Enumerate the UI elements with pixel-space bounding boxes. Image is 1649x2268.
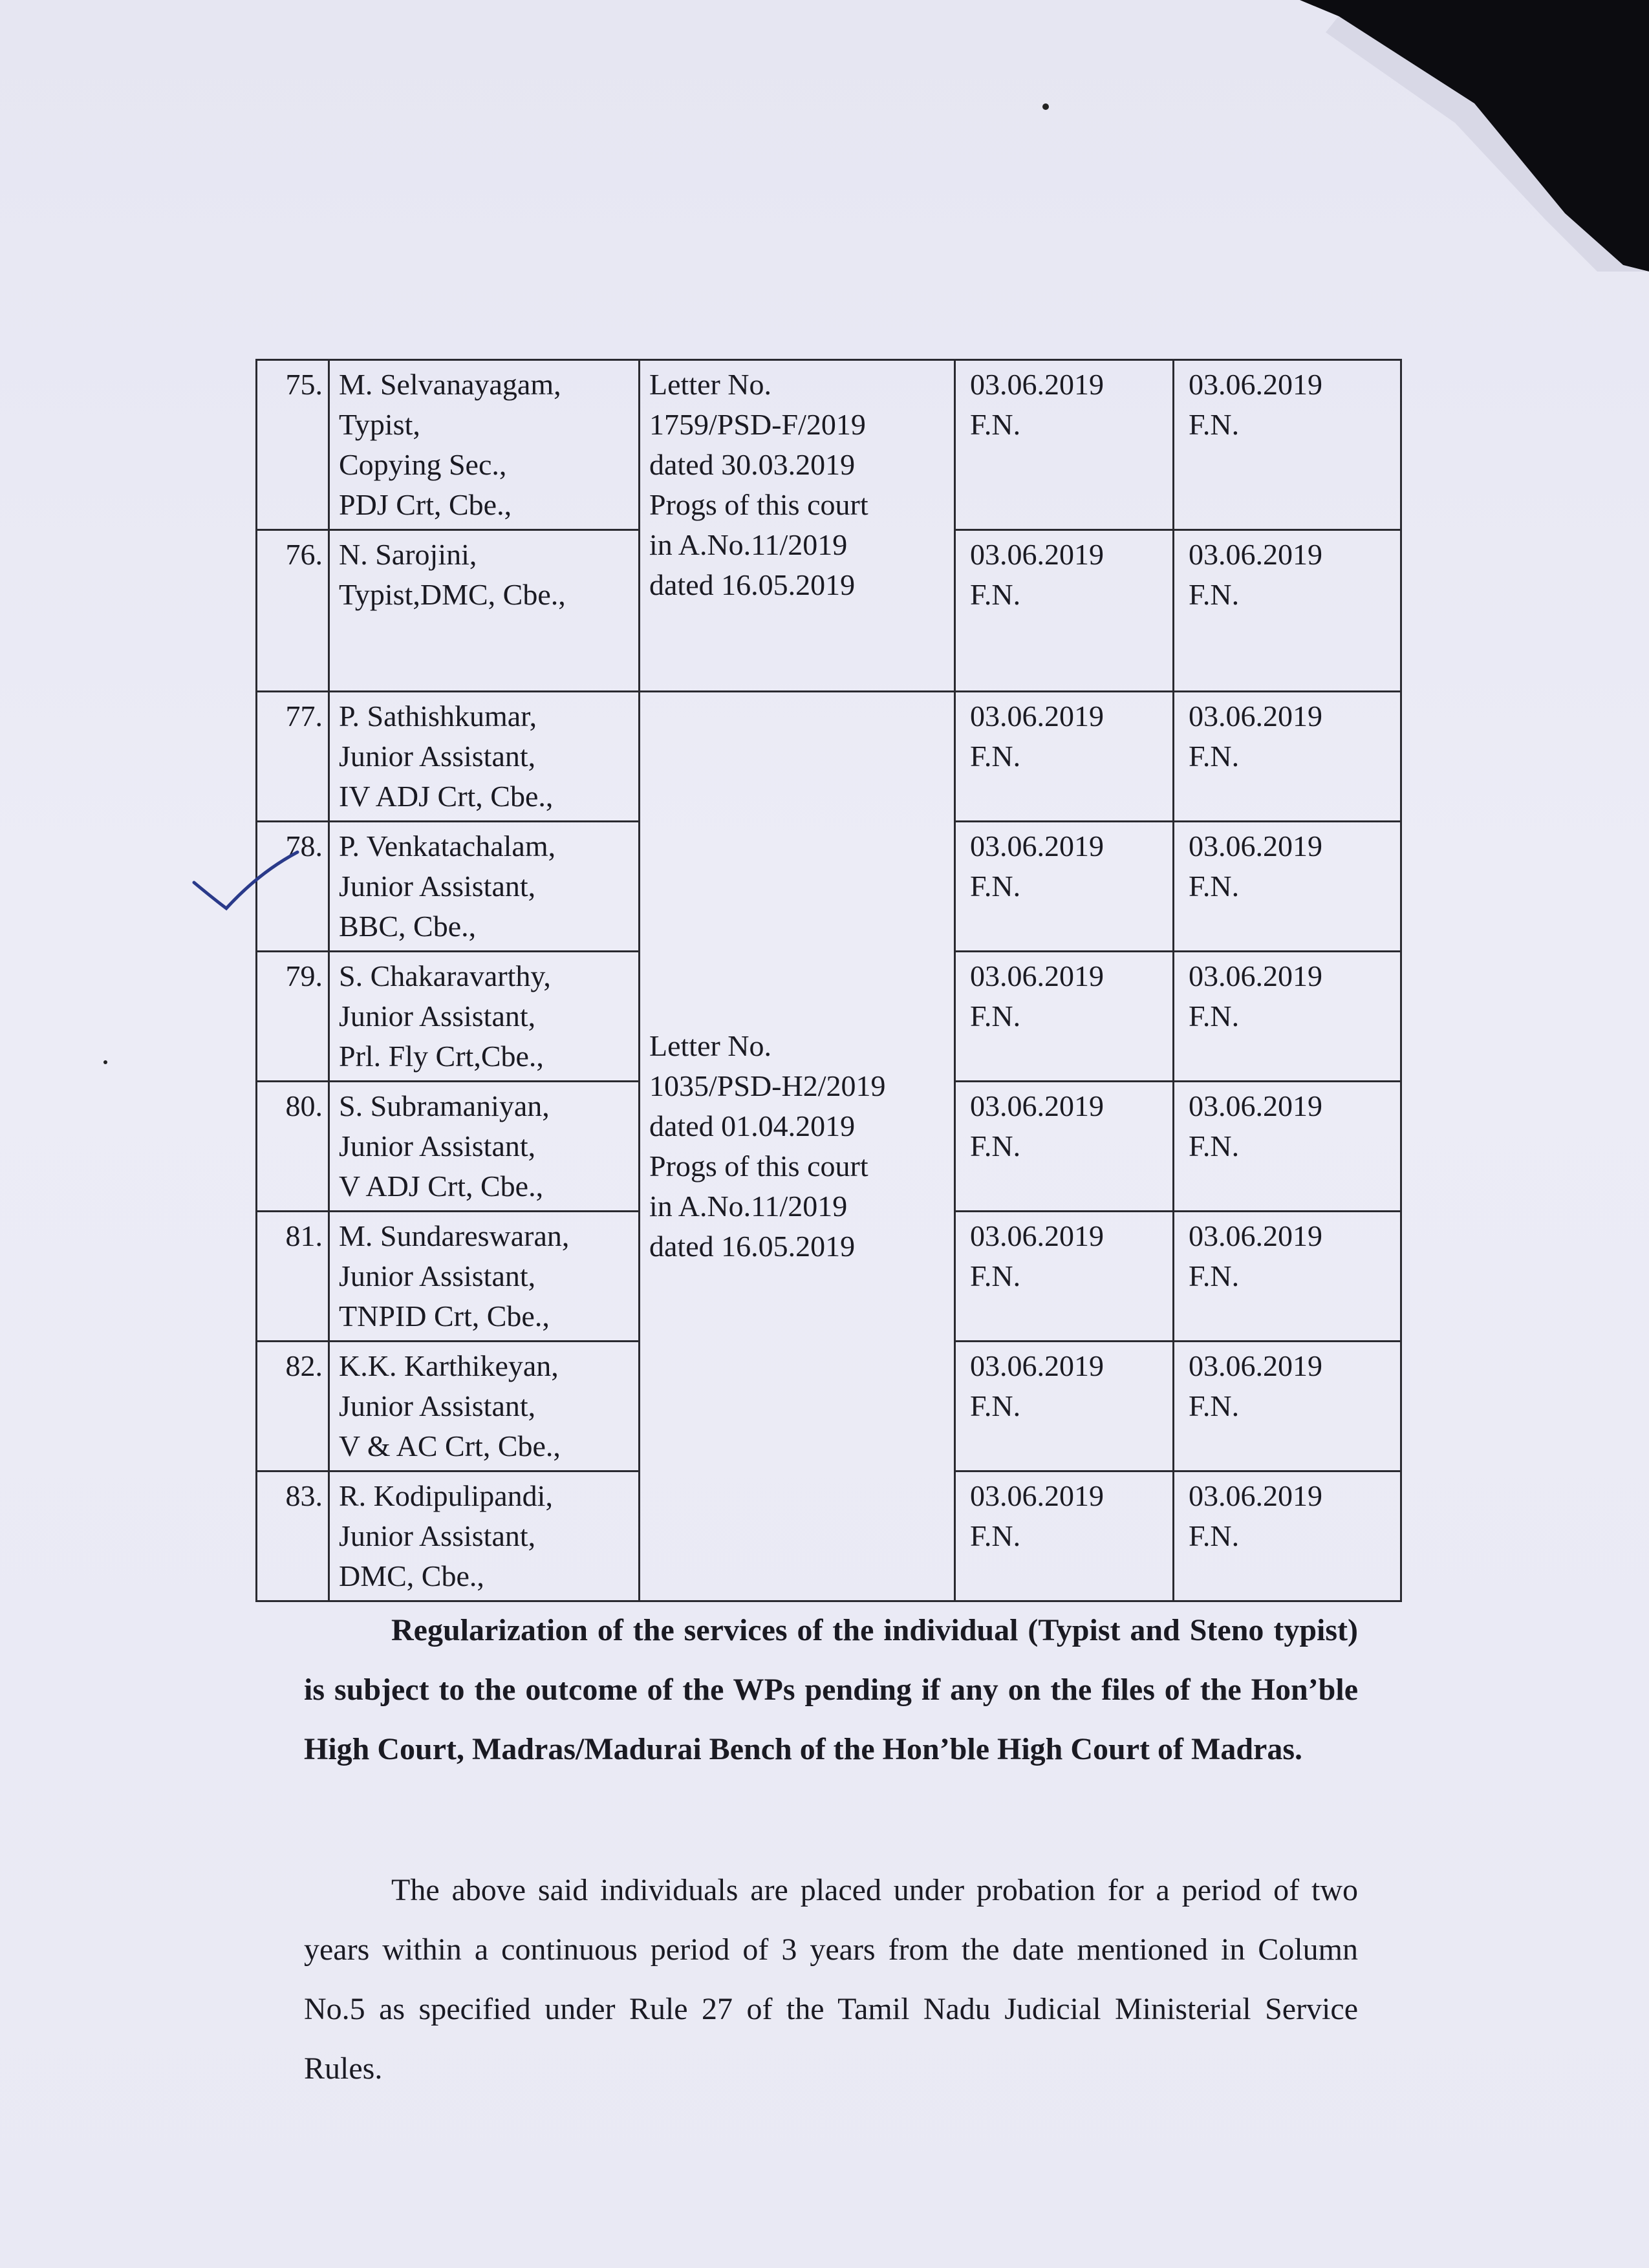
letter-line: dated 16.05.2019 [649, 568, 856, 601]
name-line: Junior Assistant, [339, 1129, 536, 1162]
date-cell [1174, 360, 1401, 530]
employee-cell [329, 1471, 640, 1601]
name-line: N. Sarojini, [339, 538, 477, 571]
name-line: V ADJ Crt, Cbe., [339, 1170, 544, 1203]
date-cell [1174, 530, 1401, 692]
name-line: Junior Assistant, [339, 1519, 536, 1552]
date-cell [1174, 1471, 1401, 1601]
date-cell [955, 1082, 1174, 1212]
date-value: 03.06.2019 [1189, 1089, 1322, 1122]
date-cell [1174, 692, 1401, 822]
name-line: Junior Assistant, [339, 740, 536, 773]
name-line: S. Chakaravarthy, [339, 959, 551, 992]
folded-corner [1261, 0, 1649, 272]
name-line: Copying Sec., [339, 448, 507, 481]
appointment-table [255, 359, 1402, 1602]
date-cell [955, 1212, 1174, 1342]
letter-line: dated 16.05.2019 [649, 1230, 856, 1263]
date-cell [955, 360, 1174, 530]
date-value: 03.06.2019 [970, 1219, 1104, 1252]
letter-line: Letter No. [649, 1029, 772, 1062]
date-value: 03.06.2019 [1189, 829, 1322, 862]
name-line: Junior Assistant, [339, 870, 536, 903]
handwritten-tick-mark [188, 847, 304, 925]
serial-number: 78. [257, 822, 329, 952]
name-line: Typist,DMC, Cbe., [339, 578, 566, 611]
date-value: 03.06.2019 [970, 829, 1104, 862]
date-value: 03.06.2019 [1189, 959, 1322, 992]
name-line: TNPID Crt, Cbe., [339, 1300, 550, 1332]
session-value: F.N. [970, 578, 1021, 611]
date-cell [1174, 1342, 1401, 1471]
serial-number: 80. [257, 1082, 329, 1212]
name-line: IV ADJ Crt, Cbe., [339, 780, 554, 813]
date-value: 03.06.2019 [970, 1479, 1104, 1512]
letter-line: 1035/PSD-H2/2019 [649, 1069, 886, 1102]
name-line: PDJ Crt, Cbe., [339, 488, 512, 521]
letter-line: dated 30.03.2019 [649, 448, 856, 481]
date-cell [1174, 952, 1401, 1082]
date-value: 03.06.2019 [1189, 538, 1322, 571]
date-value: 03.06.2019 [1189, 700, 1322, 733]
letter-line: 1759/PSD-F/2019 [649, 408, 866, 441]
date-cell [955, 952, 1174, 1082]
date-value: 03.06.2019 [970, 1089, 1104, 1122]
date-value: 03.06.2019 [1189, 368, 1322, 401]
employee-cell [329, 1342, 640, 1471]
name-line: V & AC Crt, Cbe., [339, 1429, 561, 1462]
session-value: F.N. [970, 1389, 1021, 1422]
scan-speck [103, 1060, 107, 1064]
employee-cell [329, 1082, 640, 1212]
date-cell [955, 1342, 1174, 1471]
employee-cell [329, 822, 640, 952]
letter-line: Progs of this court [649, 488, 868, 521]
probation-paragraph: The above said individuals are placed under probation for a period of two years within a continuous period of 3 years from the date mentioned in Column No.5 as specified under Rule 27 of the Tamil Nadu Judicial Ministerial Service Rules. [304, 1873, 1358, 2086]
date-cell [955, 822, 1174, 952]
date-value: 03.06.2019 [970, 1349, 1104, 1382]
serial-number: 79. [257, 952, 329, 1082]
date-value: 03.06.2019 [970, 700, 1104, 733]
session-value: F.N. [970, 870, 1021, 903]
session-value: F.N. [1189, 578, 1240, 611]
session-value: F.N. [970, 1259, 1021, 1292]
session-value: F.N. [1189, 1129, 1240, 1162]
session-value: F.N. [1189, 740, 1240, 773]
name-line: K.K. Karthikeyan, [339, 1349, 559, 1382]
name-line: P. Venkatachalam, [339, 829, 556, 862]
name-line: S. Subramaniyan, [339, 1089, 550, 1122]
date-value: 03.06.2019 [1189, 1349, 1322, 1382]
date-cell [955, 692, 1174, 822]
date-cell [1174, 1082, 1401, 1212]
scan-speck [1042, 103, 1049, 110]
date-value: 03.06.2019 [970, 959, 1104, 992]
session-value: F.N. [1189, 1389, 1240, 1422]
employee-cell [329, 530, 640, 692]
session-value: F.N. [970, 1129, 1021, 1162]
employee-cell [329, 1212, 640, 1342]
name-line: Junior Assistant, [339, 1389, 536, 1422]
session-value: F.N. [1189, 1259, 1240, 1292]
session-value: F.N. [1189, 408, 1240, 441]
serial-number: 75. [257, 360, 329, 530]
session-value: F.N. [970, 1000, 1021, 1032]
session-value: F.N. [970, 740, 1021, 773]
date-cell [955, 530, 1174, 692]
serial-number: 81. [257, 1212, 329, 1342]
name-line: Prl. Fly Crt,Cbe., [339, 1040, 544, 1073]
date-cell [1174, 822, 1401, 952]
name-line: Junior Assistant, [339, 1259, 536, 1292]
name-line: Typist, [339, 408, 420, 441]
date-value: 03.06.2019 [1189, 1479, 1322, 1512]
name-line: M. Sundareswaran, [339, 1219, 570, 1252]
session-value: F.N. [970, 1519, 1021, 1552]
name-line: DMC, Cbe., [339, 1559, 484, 1592]
name-line: BBC, Cbe., [339, 910, 477, 943]
letter-line: in A.No.11/2019 [649, 1190, 848, 1223]
serial-number: 82. [257, 1342, 329, 1471]
serial-number: 83. [257, 1471, 329, 1601]
letter-line: Letter No. [649, 368, 772, 401]
table-row [257, 360, 1401, 530]
session-value: F.N. [970, 408, 1021, 441]
name-line: R. Kodipulipandi, [339, 1479, 553, 1512]
date-cell [955, 1471, 1174, 1601]
serial-number: 76. [257, 530, 329, 692]
table-row [257, 692, 1401, 822]
letter-line: Progs of this court [649, 1150, 868, 1182]
date-value: 03.06.2019 [970, 368, 1104, 401]
name-line: M. Selvanayagam, [339, 368, 561, 401]
date-cell [1174, 1212, 1401, 1342]
serial-number: 77. [257, 692, 329, 822]
session-value: F.N. [1189, 870, 1240, 903]
employee-cell [329, 692, 640, 822]
date-value: 03.06.2019 [1189, 1219, 1322, 1252]
letter-line: dated 01.04.2019 [649, 1109, 856, 1142]
employee-cell [329, 360, 640, 530]
session-value: F.N. [1189, 1519, 1240, 1552]
employee-cell [329, 952, 640, 1082]
regularization-paragraph: Regularization of the services of the individual (Typist and Steno typist) is subject to the outcome of the WPs pending if any on the files of the Hon’ble High Court, Madras/Madurai Bench of the Hon’ble High Court of Madras. [304, 1613, 1358, 1766]
letter-reference-cell [640, 692, 955, 1601]
date-value: 03.06.2019 [970, 538, 1104, 571]
letter-line: in A.No.11/2019 [649, 528, 848, 561]
session-value: F.N. [1189, 1000, 1240, 1032]
name-line: P. Sathishkumar, [339, 700, 537, 733]
letter-reference-cell [640, 360, 955, 692]
name-line: Junior Assistant, [339, 1000, 536, 1032]
